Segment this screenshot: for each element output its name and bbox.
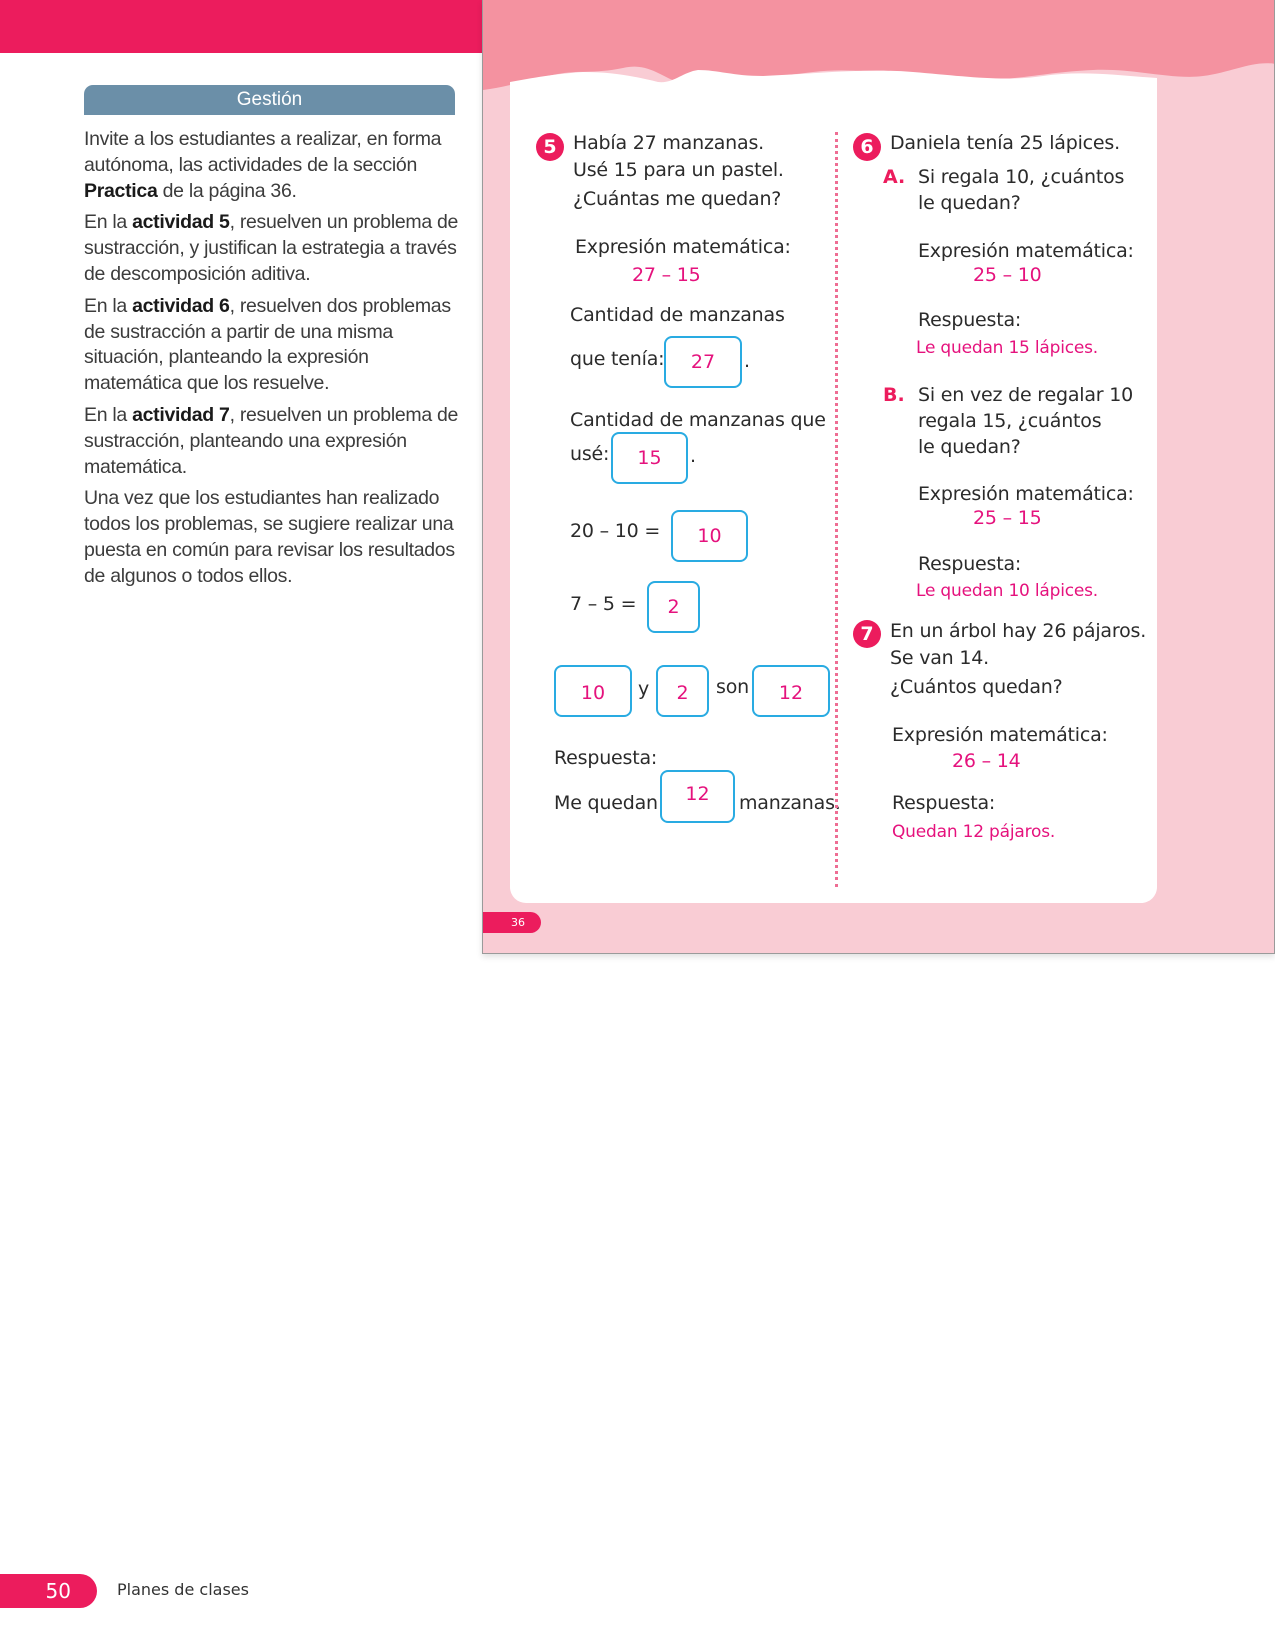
- a5-used-label-2: usé:: [570, 443, 610, 465]
- a6b-expr-answer: 25 – 15: [973, 507, 1042, 529]
- a6-part-b-letter: B.: [883, 384, 905, 406]
- a5-period-1: .: [744, 350, 750, 372]
- a5-line-2: Usé 15 para un pastel.: [573, 159, 784, 181]
- top-color-band: [0, 0, 482, 53]
- a5-used-box[interactable]: 15: [611, 432, 688, 484]
- a5-line-1: Había 27 manzanas.: [573, 132, 765, 154]
- a5-sum-son: son: [716, 676, 749, 698]
- a5-resp-box[interactable]: 12: [660, 770, 735, 823]
- a5-eq2-box[interactable]: 2: [647, 581, 700, 633]
- a6a-expr-answer: 25 – 10: [973, 264, 1042, 286]
- gestion-header: Gestión: [84, 85, 455, 115]
- activity-5-badge: 5: [536, 133, 564, 161]
- a6b-line-3: le quedan?: [918, 436, 1021, 458]
- wave-header-decoration: [483, 0, 1275, 100]
- a5-period-2: .: [690, 445, 696, 467]
- a5-resp-label: Respuesta:: [554, 747, 658, 769]
- a5-had-box[interactable]: 27: [664, 336, 742, 388]
- a5-sum-a-box[interactable]: 10: [554, 665, 632, 717]
- a7-expr-answer: 26 – 14: [952, 750, 1021, 772]
- a6b-expr-label: Expresión matemática:: [918, 483, 1134, 505]
- a5-eq1-label: 20 – 10 =: [570, 520, 661, 542]
- a6b-resp-label: Respuesta:: [918, 553, 1022, 575]
- a6a-expr-label: Expresión matemática:: [918, 240, 1134, 262]
- a5-sum-y: y: [638, 678, 650, 700]
- a5-had-label-1: Cantidad de manzanas: [570, 304, 785, 326]
- activity-6-badge: 6: [853, 133, 881, 161]
- a5-sum-b-box[interactable]: 2: [656, 665, 709, 717]
- a5-resp-post: manzanas.: [739, 792, 841, 814]
- a5-line-3: ¿Cuántas me quedan?: [573, 188, 782, 210]
- a5-resp-pre: Me quedan: [554, 792, 658, 814]
- a6-part-a-letter: A.: [883, 166, 906, 188]
- guide-paragraph-2: En la actividad 5, resuelven un problema de sustracción, y justifican la estrategia a través de descomposición aditiva.: [84, 211, 459, 285]
- a5-sum-total-box[interactable]: 12: [752, 665, 830, 717]
- a6a-resp-label: Respuesta:: [918, 309, 1022, 331]
- dotted-column-divider: [835, 132, 838, 887]
- guide-paragraph-3: En la actividad 6, resuelven dos problemas de sustracción a partir de una misma situación, planteando la expresión matemática que los resuelve.: [84, 294, 451, 395]
- a6-intro: Daniela tenía 25 lápices.: [890, 132, 1120, 154]
- a5-expr-label: Expresión matemática:: [575, 236, 791, 258]
- a7-resp-answer: Quedan 12 pájaros.: [892, 822, 1056, 842]
- guide-paragraph-5: Una vez que los estudiantes han realizado todos los problemas, se sugiere realizar una puesta en común para revisar los resultados de algunos o todos ellos.: [84, 487, 455, 587]
- a7-line-3: ¿Cuántos quedan?: [890, 676, 1063, 698]
- book-page-number: 36: [483, 912, 541, 933]
- activity-7-badge: 7: [853, 620, 881, 648]
- a5-had-label-2: que tenía:: [570, 348, 665, 370]
- guide-paragraph-4: En la actividad 7, resuelven un problema de sustracción, planteando una expresión matemática.: [84, 403, 459, 478]
- a5-eq2-label: 7 – 5 =: [570, 593, 637, 615]
- a5-eq1-box[interactable]: 10: [671, 510, 748, 562]
- a7-line-2: Se van 14.: [890, 647, 989, 669]
- a7-expr-label: Expresión matemática:: [892, 724, 1108, 746]
- footer-page-number: 50: [0, 1574, 97, 1608]
- a5-expr-answer: 27 – 15: [632, 264, 701, 286]
- a6b-line-2: regala 15, ¿cuántos: [918, 410, 1102, 432]
- a6a-line-2: le quedan?: [918, 192, 1021, 214]
- a6b-resp-answer: Le quedan 10 lápices.: [916, 581, 1099, 601]
- student-book-page: [482, 0, 1275, 954]
- a7-resp-label: Respuesta:: [892, 792, 996, 814]
- a7-line-1: En un árbol hay 26 pájaros.: [890, 620, 1147, 642]
- a6b-line-1: Si en vez de regalar 10: [918, 384, 1134, 406]
- footer-section-title: Planes de clases: [117, 1580, 249, 1599]
- exercise-card: [510, 92, 1157, 903]
- a6a-resp-answer: Le quedan 15 lápices.: [916, 338, 1099, 358]
- teacher-guide-text: [84, 127, 464, 596]
- a5-used-label-1: Cantidad de manzanas que: [570, 409, 826, 431]
- a6a-line-1: Si regala 10, ¿cuántos: [918, 166, 1125, 188]
- guide-paragraph-1: Invite a los estudiantes a realizar, en forma autónoma, las actividades de la sección Practica de la página 36.: [84, 128, 442, 202]
